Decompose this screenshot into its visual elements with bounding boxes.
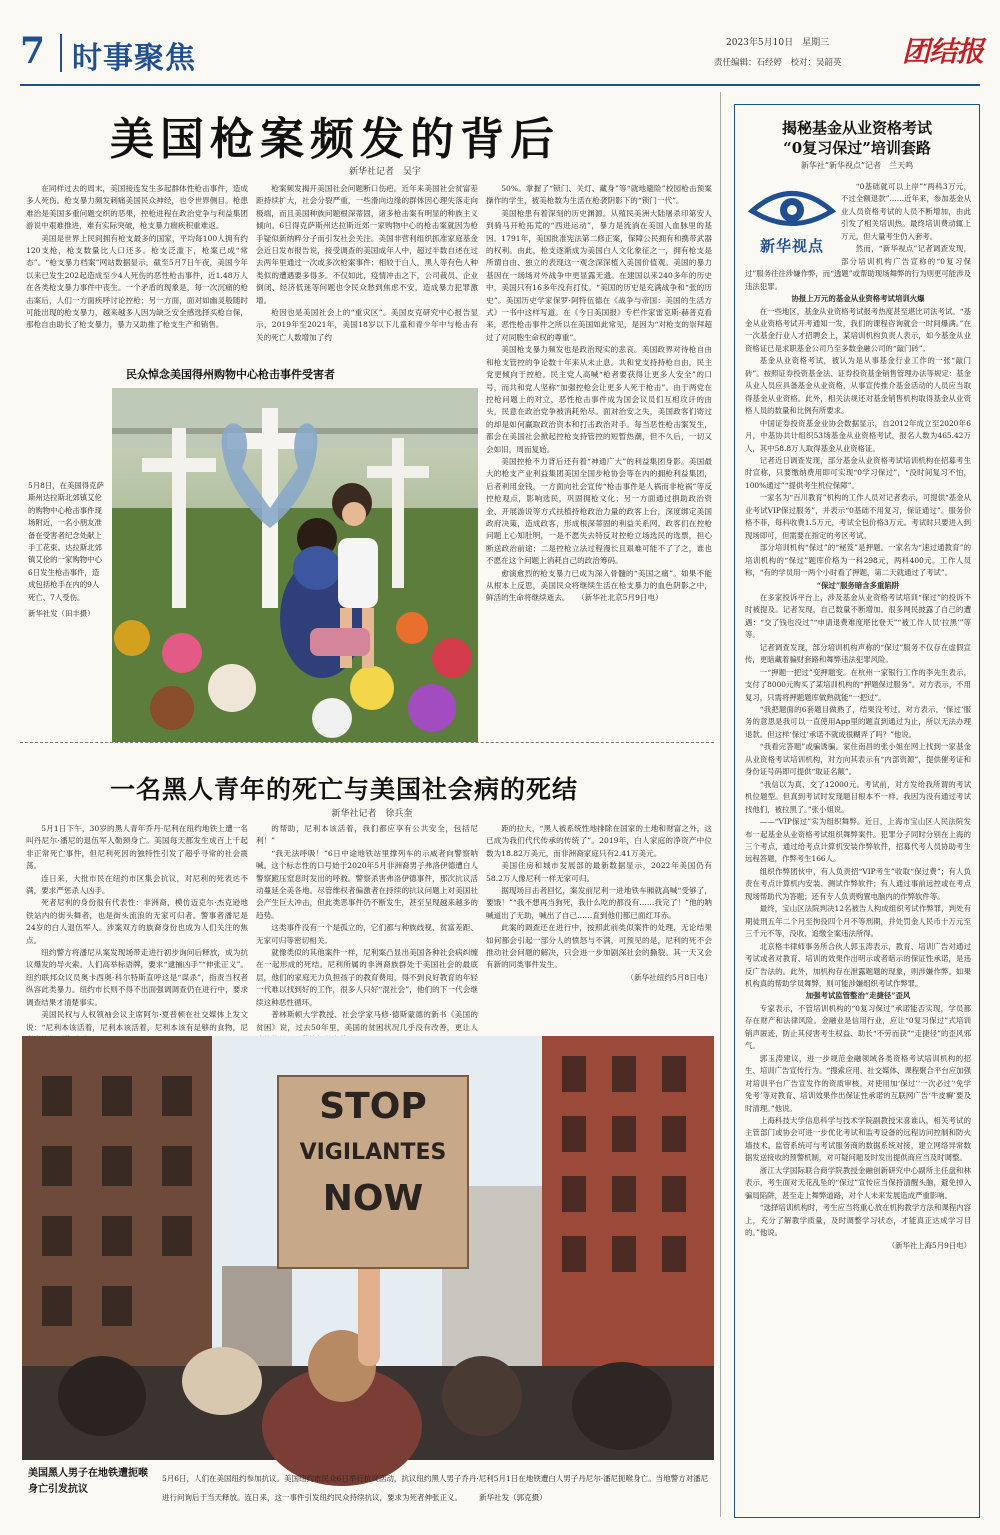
- paragraph: 5月1日下午，30岁的黑人青年乔丹·尼利在纽约地铁上遭一名叫丹尼尔·潘尼的退伍军人勒颈身亡。美国每天都发生成百上千起非正常死亡事件，但尼利死因的独特性引发了超乎寻常的社会震荡。: [26, 824, 248, 871]
- paragraph: 这类事件没有一个是孤立的，它们都与种族歧视、贫富差距、无家可归等密切相关。: [256, 923, 478, 945]
- sidebar-byline: 新华社“新华视点”记者 兰天鸣: [800, 161, 914, 170]
- paragraph: 50%。掌握了“锁门、关灯、藏身”等“就地避险”校园枪击预案操作的学生，被美枪数为生活在枪袭阴影下的“锁门一代”。: [486, 184, 712, 206]
- paragraph: “我无法呼吸！”6日中途地铁站里撑列车的示威者向警察呐喊。这个标志性的口号始于2020年5月非洲裔男子弗洛伊德遭白人警察跪压窒息时发出的呼救。警察杀害弗洛伊德事件，那次抗议活动蔓延全美各地。尽管维权者偏激者在持续的抗议问题上对美国社会产生巨大冲击，但此类恶事件仍不断发生，甚至呈现越来越多的趋势。: [256, 848, 478, 920]
- protest-photo-caption-title: 美国黑人男子在地铁遭扼喉身亡引发抗议: [28, 1468, 148, 1495]
- paragraph: 普林斯顿大学教授、社会学家马修·德斯蒙德的新书《美国的贫困》说，过去50年里，美国的贫困状况几乎没有改善，更让人: [256, 1010, 478, 1032]
- paragraph: 据现场目击者回忆，案发前尼利一进地铁车厢就高喊“受够了，要饿！”“我不想再当狗死，我什么吃的都没有……我完了！”他的呐喊道出了无助，喊出了自己……直到他们都已面红耳赤。: [486, 886, 712, 920]
- column-divider: [720, 92, 721, 1517]
- protest-photo-caption: [162, 1466, 710, 1504]
- paragraph: ——“VIP保过”实为组织舞弊。近日，上海市宝山区人民法院发布一起基金从业资格考试组织舞弊案件。犯罪分子同时分别在上海的三个考点，通过给考点计算机安装作弊软件，招募代考人员协助考生远程答题，作弊考生166人。: [745, 817, 971, 864]
- paragraph: 组织作弊团伙中，有人负责招“VIP考生”收取“保过费”；有人负责在考点计算机内安装、测试作弊软件；有人通过事前远控或在考点现场帮助代为答题；还有专人负责购置电脑内的作弊软件等。: [745, 866, 971, 901]
- paragraph: 枪因也是美国社会上的“重灾区”。美国皮克研究中心报告显示，2019年至2021年，美国18岁以下儿童和青少年中与枪击有关的死亡人数增加了约: [256, 308, 478, 342]
- memorial-scene-illustration: [112, 388, 478, 742]
- page-number: 7: [20, 30, 46, 72]
- paragraph: “我把题面的6套题目做熟了，结果没考过。对方表示，‘保过’服务的意思是我可以一直使用App里的题直到通过为止，所以无法办理退款。但这样‘保过’承诺不就成很糊弄了吗？”他说。: [745, 705, 971, 739]
- protest-sign-text: [278, 1084, 468, 1222]
- paragraph: 美国枪患有着深刻的历史渊源。从殖民美洲大陆屠杀印第安人到骑马开枪拓荒的“西进运动”，暴力是流淌在美国人血脉里的基因。1791年，美国批准宪法第二修正案，保障公民拥有和携带武器的权利。由此，枪支逐渐成为美国白人文化象征之一，拥有枪支是所谓自由、独立的表现这一观念深深植入美国价值观。美国的暴力基因在一场场对外战争中更显露无遗。在建国以来240多年的历史中，美国只有16多年没有打仗。“美国的历史是充满战争和“张的历史”。美国历史学家保罗·阿特伍德在《战争与帝国：美国的生活方式》一书中这样写道。在《今日美国报》专栏作家雷克斯·赫普克看来，恶性枪击事件之所以在美国如此常见，是因为“对枪支的崇拜超过了对同胞生命权的尊重”。: [486, 208, 712, 342]
- paragraph: 美国民权与人权领袖会议主席阿尔·夏普顿在社交媒体上发文说：“尼利本该活着，尼利本该活着，尼利本该有足够的食物，尼: [26, 1010, 248, 1032]
- memorial-photo-caption: [28, 480, 106, 620]
- paragraph: 枪案频发揭开美国社会问题断口伤疤。近年来美国社会贫富差距持续扩大，社会分裂严重，一些滑向边缘的群体因心理失落走向极端，而且美国种族问题根深蒂固，诸多枪击案有明显的种族主义倾向。6日得克萨斯州达拉斯近郊一家购物中心的枪击案就因为枪手疑似新纳粹分子而引发社会关注。美国非营利组织抓准家庭基金会近日发布报告说，接受调查的美国成年人中，超过半数自述在过去两年里通过一次或多次枪案事件；相较于白人，黑人等有色人种类似的遭遇要多得多。不仅如此，疫情冲击之下，公司裁员、企业倒闭、经济低迷等问题也令民众愁到焦虑不安，造成暴力犯罪激增。: [256, 184, 478, 305]
- paragraph: 一“押题一把过”变押题变。在杭州一家银行工作的李先生表示，支付了8000元购买了某培训机构的“押题保过服务”。对方表示，不用复习，只需将押题题库做熟就能“一把过”。: [745, 667, 971, 702]
- article-column-1: [26, 183, 248, 368]
- paragraph: 的帮助，尼利本该活着，我们都应享有公共安全，包括尼利！”: [256, 824, 478, 846]
- article-column-2: [256, 183, 478, 368]
- paragraph: 专家表示，不管培训机构的“0复习保过”承诺能否实现，学员都存在财产和法律风险。金融业是信用行业，应让“0复习保过”式培训销声匿迹，防止其侵害考生权益、助长“不劳而获”“走捷径”的歪风邪气。: [745, 1003, 971, 1051]
- subheading: 协报上万元的基金从业资格考试培训火爆: [791, 294, 925, 304]
- paragraph: 记者调查发现，部分培训机构声称的“保过”服务不仅存在虚假宣传，更暗藏着骗财套路和舞弊违法犯罪风险。: [745, 642, 971, 665]
- photo-credit: 新华社发（郭克摄）: [479, 1493, 547, 1502]
- sidebar-body: [745, 181, 971, 1511]
- article-column-2: [256, 823, 478, 1033]
- paragraph: 美国是世界上民间拥有枪支最多的国家，平均每100人拥有约120支枪，枪支数量比人口还多。枪支泛滥下，枪案已成“常态”。“枪支暴力档案”网站数据显示，截至5月7日午夜，美国今年以来已发生202起造成至少4人死伤的恶性枪击事件，近1.48万人在各类枪支暴力事件中丧生。一个矛盾的现象是，每一次沉痛的枪击案后，人们一方面疾呼讨论控枪；另一方面，面对如幽灵般随时可能出现的枪支暴力，越来越多人因为缺乏安全感选择买枪自保，那枪自由助长了枪支暴力，暴力又助推了枪支生产和销售。: [26, 233, 248, 330]
- sign-line: NOW: [322, 1178, 424, 1219]
- subheading: 加强考试监管整治“走捷径”歪风: [805, 991, 911, 1001]
- article-column-3: [486, 823, 712, 1033]
- paragraph: 浙江大学国际联合商学院教授金融创新研究中心副所主任盘和林表示，考生面对天花乱坠的“保过”宣传应当保持清醒头脑，避免掉入骗局陷阱，甚至走上舞弊道路，对个人未来发展造成严重影响。: [745, 1165, 971, 1200]
- editor-credits: 责任编辑：石经婷 校对：吴韶英: [714, 58, 842, 68]
- paragraph: 美国控枪不力背后还有着“神通广大”的利益集团身影。美国最大的枪支产业利益集团美国全国步枪协会等在内的拥枪利益集团，后者利用金钱，一方面向社会宣传“枪击事件是人祸而非枪祸”等反控枪观点，影响选民，巩固拥枪文化；另一方面通过捐助政治资金、开展游说等方式扶植持枪政治力量的政客上台，深度绑定美国政府决策，造成政客，形成根深蒂固的利益关系网。政客们在控枪问题上心知肚明，一是不愿失去特反对控枪立场选民的选票，担心断送政治前途；二是控枪立法过程漫长且艰难可能不了了之，谁也不愿在这个问题上消耗自己的政治筹码。: [486, 456, 712, 566]
- section-title: 时事聚焦: [72, 41, 196, 76]
- paragraph: “0基础就可以上岸”“两科3万元，不过全额退款”……近年来，参加基金从业人员资格考试的人员不断增加，由此引发了相关培训热。最终培训费动辄上万元，但大量考生仍入套考。: [841, 182, 971, 241]
- section-divider: [20, 742, 714, 743]
- masthead: [0, 0, 1000, 84]
- paragraph: “我看完答题”或骗诱骗。家住南昌的张小姐在网上找到一家基金从业资格考试培训机构，对方向其表示有“内部资源”，提供催考证和身份证号码即可提供“取证名额”。: [745, 742, 971, 777]
- caption-text: 5月8日，在美国得克萨斯州达拉斯北郊镇艾伦的购物中心枪击事件现场附近，一名小朋友准备在受害者纪念处献上手工花束。达拉斯北郊镇艾伦的一家购物中心6日发生枪击事件，造成包括枪手在内的9人死亡、7人受伤。: [28, 481, 104, 602]
- article-byline: 新华社记者 吴宇: [348, 167, 421, 177]
- paragraph: “选择培训机构时，考生应当将重心放在机构教学方法和课程内容上，充分了解教学质量，及时调整学习状态，才能真正达成学习目的。”他说。: [745, 1203, 971, 1238]
- sidebar-title-line1: 揭秘基金从业资格考试: [781, 119, 932, 137]
- article-column-3: [486, 183, 712, 741]
- masthead-divider: [60, 34, 62, 72]
- sidebar-box: [734, 104, 980, 1518]
- article-byline: 新华社记者 徐兵奎: [331, 809, 413, 819]
- issue-date: 2023年5月10日 星期三: [726, 38, 830, 48]
- paragraph: 部分培训机构“保过”的“秘笈”是押题。一家名为“速过通教育”的培训机构的“保过”题库价格为一科298元，两科400元。工作人员称，“有的学员用一两个小时看了押题，第二天就通过了考试”。: [745, 543, 971, 578]
- sign-line: STOP: [319, 1086, 427, 1127]
- paragraph: 然而，“新华视点”记者调查发现，部分培训机构广告宣称的“0复习保过”服务往往涉嫌作弊，而“透题”或帮助现场舞弊的行为则更可能涉及违法犯罪。: [745, 244, 971, 291]
- paragraph: 记者近日调查发现，部分基金从业资格考试培训机构在招募考生时宣称，只要缴纳费用即可实现“0学习保过”，“没时间复习不怕，100%通过”“提供考生机位保障”。: [745, 455, 971, 490]
- paragraph: 死者尼利的身份很有代表性：非洲裔，模仿迈克尔·杰克逊地铁站内的街头舞者，也是街头流浪的无家可归者。警事者潘尼是24岁的白人退伍军人。涉案双方的族裔身份也成为人们关注的焦点。: [26, 898, 248, 945]
- photo-title: 民众悼念美国得州购物中心枪击事件受害者: [126, 368, 335, 381]
- paragraph: 北京格丰律师事务所合伙人郭玉涛表示，教育、培训广告对通过考试或者对教育、培训的效果作出明示或者暗示的保证性承诺，是违反广告法的。此外，加机构存在泄露题题的现象，则涉嫌作弊。如果机构真的帮助学员舞弊，则可能涉嫌组织考试作弊罪。: [745, 941, 971, 988]
- sidebar-title-line2: “0复习保过”培训套路: [783, 139, 931, 157]
- paragraph: 在同样过去的周末，美国接连发生多起群体性枪击事件，造成多人死伤。枪支暴力频发刺痛美国民众神经，也令世界侧目。枪患难治是美国多重问题交织的恶果，控枪进程在政治党争与利益集团游说中艰难推进，难有实际突破，枪支暴力痼疾积重难返。: [26, 184, 248, 231]
- paragraph: 一家名为“百川教育”机构的工作人员对记者表示，可提供“基金从业考试VIP保过服务”，并表示“0基础不用复习，保证通过”。服务价格不菲，每科收费1.5万元，考试全包价格3万元。考试时只要进入到现场即可，但需要在指定的考区考试。: [745, 493, 971, 540]
- article-column-1: [26, 823, 248, 1033]
- paper-logo: 团结报: [902, 35, 984, 68]
- paragraph: 距的拉大，“黑人被系统性地排除在国家的土地和财富之外，这已成为我们代代传承的传统了”。2019年，白人家庭的净资产中位数为18.82万美元，而非洲裔家庭只有2.41万美元。: [486, 824, 712, 858]
- paragraph: 在一些地区，基金从业资格考试报考热度甚至堪比司法考试。“基金从业资格考试开考通知一发，我们的课程咨询就会一时间爆满。”在一次基金行业人才招聘会上，某培训机构负责人表示，如今基金从业资格证已是求职基金公司乃至多数金融公司的“敲门砖”。: [745, 306, 971, 353]
- photo-credit: 新华社发（田丰摄）: [28, 609, 95, 619]
- masthead-rule: [20, 84, 980, 86]
- paragraph: “我信以为真，交了12000元。考试前，对方发给我所谓的考试机位题型。但真到考试时发现题目根本不一样。我因为没有通过考试找他们，被拉黑了。”张小姐说。: [745, 779, 971, 814]
- logo-label: 新华视点: [759, 237, 824, 255]
- article-title: 一名黑人青年的死亡与美国社会病的死结: [110, 775, 579, 804]
- paragraph: 美国枪支暴力频发也是政治现实的悲哀。美国政界对待枪自由和枪支管控的争论数十年来从未止息。共和党支持持枪自由，民主党更倾向于控枪。民主党人高喊“枪者要获得让更多人安全”的口号，而共和党人坚称“加强控枪会让更多人死于枪击”。由于两党在控枪问题上的对立，恶性枪击事件成为国会议员们互相攻讦的由头，民意在政治党争被消耗殆尽。面对治安之失，美国政客们寄过的却是如何赢取政治资本和打击政治对手。每当恶性枪击案发生，都会在美国社会掀起控枪支持管控的短暂热潮，但不久后，一切又会如旧，周而复始。: [486, 345, 712, 454]
- paragraph: 上海科技大学信息科学与技术学院副教授宋喜谁认，相关考试的主管部门或协会可进一步优化考试和监考设备的远程访问控制和防火墙技术。监管系统可与考试服务商的数据系统对接，建立网络异常数据发送接收的预警机制，对可疑问题及时发出提供商应当及时调整。: [745, 1115, 971, 1163]
- paragraph: 最终，宝山区法院判决12名被告人构成组织考试作弊罪，判处有期徒刑五年二个月至拘役四个月不等刑期，并处罚金人民币十万元至三千元不等，没收、追缴全案违法所得。: [745, 904, 971, 939]
- paragraph: 基金从业资格考试，被认为是从事基金行业工作的一张“敲门砖”。按照证券投资基金法、证券投资基金销售管理办法等规定：基金从业人员应具备基金从业资格，从事宣传推介基金活动的人员应当取得基金从业资格。此外，相关法规还对基金销售机构取得基金从业资格人员的数量和比例有所要求。: [745, 356, 971, 416]
- subheading: “保过”服务暗含多重陷阱: [816, 580, 900, 590]
- paragraph: 此案的调查还在进行中，按照此前类似案件的处理，无论结果如何都会引起一部分人的愤怒与不满，可预见的是，尼利的死不会推动社会问题的解决，只会进一步加剧深社会的撕裂。其一天又会有新的同类事件发生。: [486, 923, 712, 970]
- memorial-photo: [112, 388, 478, 742]
- paragraph: 中国证券投资基金业协会数据显示，自2012年成立至2020年6月，中基协共计组织53场基金从业资格考试，报名人数为465.42万人，其中58.8万人取得基金从业资格证。: [745, 418, 971, 453]
- paragraph: 美国住房和城市发展部的最新数据显示，2022年美国仍有58.2万人像尼利一样无家可归。: [486, 861, 712, 883]
- caption-text: 5月6日，人们在美国纽约参加抗议。美国纽约市民众6日举行抗议活动，抗议纽约黑人男子乔丹·尼利5月1日在地铁遭白人男子丹尼尔·潘尼扼喉身亡。当地警方对潘尼进行问询后于当天释放。连日来，这一事件引发纽约民众持续抗议，要求为死者伸张正义。: [162, 1474, 709, 1502]
- sign-line: VIGILANTES: [299, 1140, 447, 1165]
- paragraph: 在多家投诉平台上，涉及基金从业资格考试培训“保过”的投诉不时被提及。记者发现，自己数量不断增加。很多网民披露了自己的遭遇：“交了钱也没过”“申请退费难度堪比登天”“被工作人员‘拉黑’”等等。: [745, 592, 971, 640]
- paragraph: 就像类似的其他案件一样，尼利案凸显出美国各种社会病纠缠在一起形成的死结。尼利所属的非洲裔族群处于美国社会的最底层，他们的家庭无力负担孩子的教育费用，得不到良好教育的年轻一代难以找到好的工作，很多人只好“混社会”，他们的下一代会继续这种恶性循环。: [256, 948, 478, 1007]
- paragraph: （新华社纽约5月8日电）: [626, 972, 712, 982]
- paragraph: 连日来，大批市民在纽约市区集会抗议，对尼利的死表达不满，要求严惩杀人凶手。: [26, 873, 248, 896]
- protest-photo: [22, 1036, 714, 1460]
- article-title: 美国枪案频发的背后: [110, 114, 560, 165]
- dateline: （新华社上海5月9日电）: [887, 1240, 971, 1250]
- paragraph: 纽约警方将潘尼从案发现场带走进行初步询问后释放，成为抗议爆发的导火索。人们高举标语牌，要求“逮捕凶手”“伸张正义”。纽约联邦众议员奥卡西奥-科尔特斯直呼这是“谋杀”，指责当权者纵容此类暴力。纽约市长则不得不出面强调调查仍在进行中，要求调查结果才清楚事实。: [26, 948, 248, 1007]
- paragraph: 愈演愈烈的枪支暴力已成为深入骨髓的“美国之痛”。如果不能从根本上反思，美国民众将继续生活在枪支暴力的血色阴影之中，鲜活的生命将继续逝去。 （新华社北京5月9日电）: [486, 568, 712, 603]
- paragraph: 郭玉涛建议，进一步规范金融领域各类资格考试培训机构的招生、培训广告宣传行为。“搜索应用、社交媒体、课程聚合平台应加强对培训平台广告宣发作的资质审核。对使用加‘保过’‘一次必过’‘免学免考’等对教育、培训效果作出保证性承诺的互联网广告‘牛皮癣’要及时清理。”他说。: [745, 1053, 971, 1113]
